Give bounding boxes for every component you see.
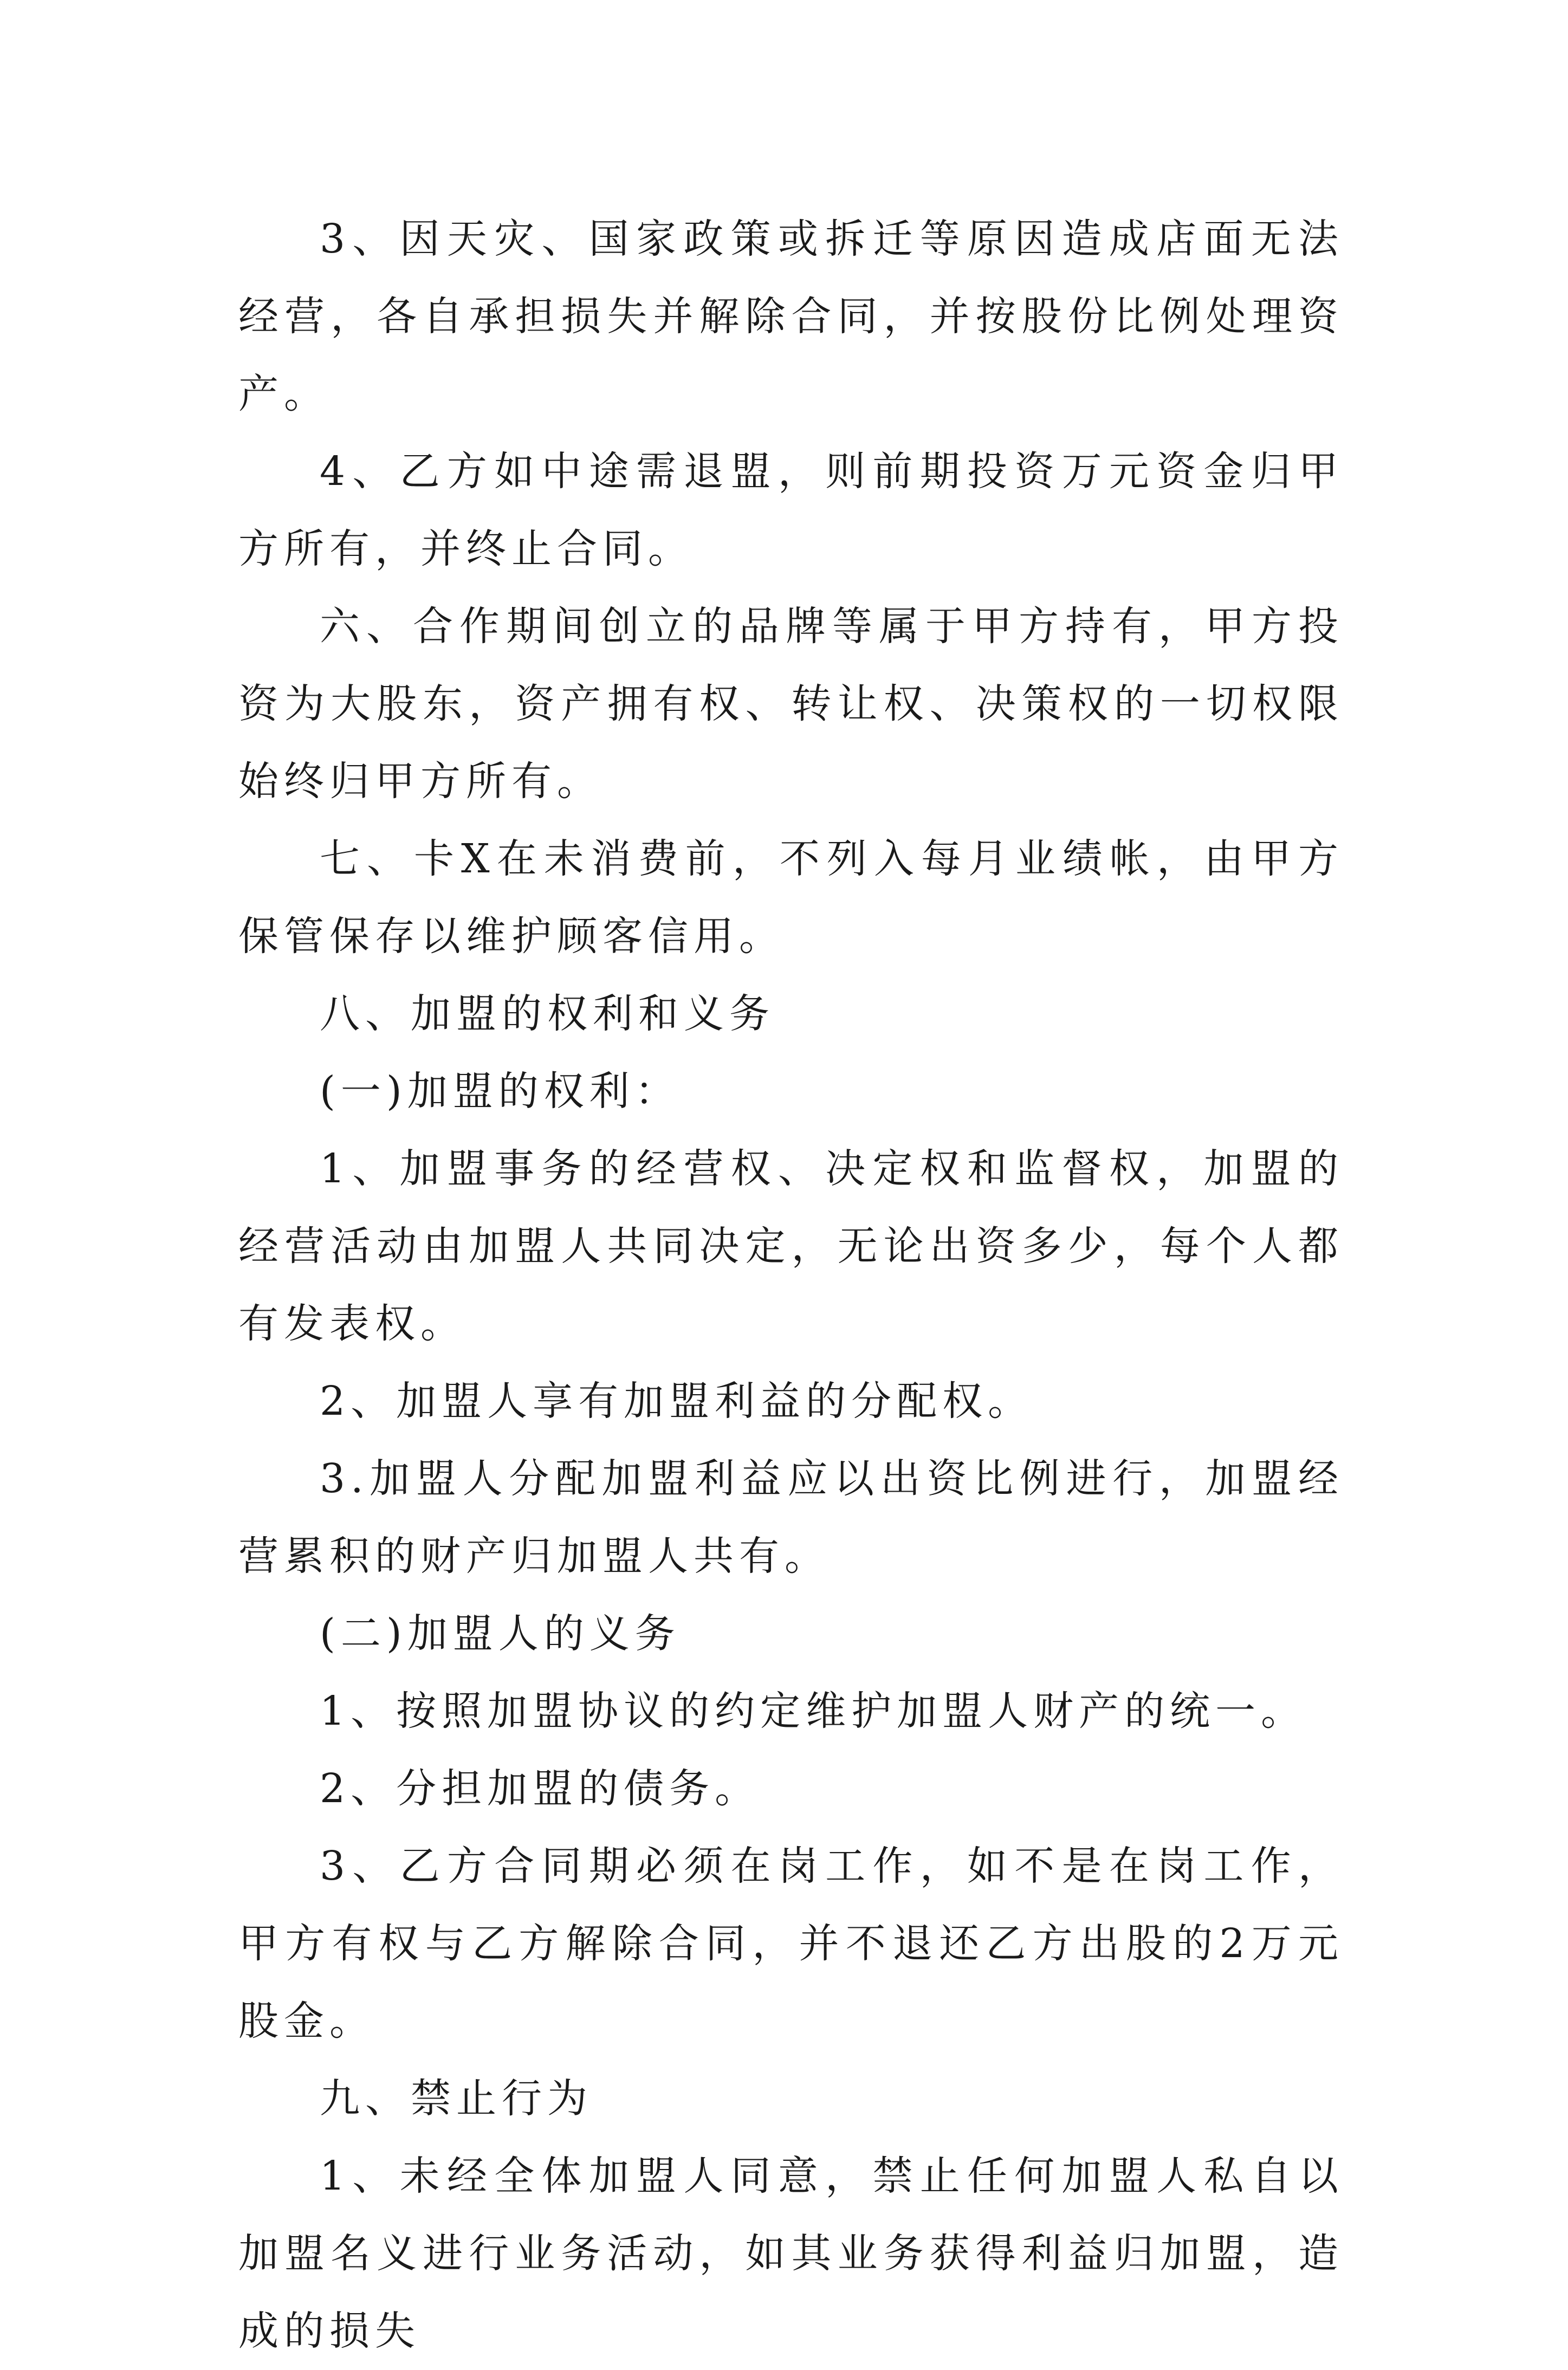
paragraph-right-1: 1、加盟事务的经营权、决定权和监督权，加盟的经营活动由加盟人共同决定，无论出资多少，每个人都有发表权。 xyxy=(238,1145,1344,1347)
document-body xyxy=(238,200,1344,2370)
subheading-obligations: (二)加盟人的义务 xyxy=(320,1610,681,1657)
paragraph-section-six: 六、合作期间创立的品牌等属于甲方持有，甲方投资为大股东，资产拥有权、转让权、决策权的一切权限始终归甲方所有。 xyxy=(238,603,1344,805)
paragraph-right-2: 2、加盟人享有加盟利益的分配权。 xyxy=(320,1378,1034,1424)
paragraph-section-seven: 七、卡X在未消费前，不列入每月业绩帐，由甲方保管保存以维护顾客信用。 xyxy=(238,836,1344,960)
paragraph-obligation-2: 2、分担加盟的债务。 xyxy=(320,1765,761,1812)
subheading-rights: (一)加盟的权利： xyxy=(320,1068,681,1115)
heading-section-eight: 八、加盟的权利和义务 xyxy=(320,990,775,1037)
paragraph-obligation-3: 3、乙方合同期必须在岗工作，如不是在岗工作，甲方有权与乙方解除合同，并不退还乙方出股的2万元股金。 xyxy=(238,1843,1344,2044)
paragraph-right-3: 3.加盟人分配加盟利益应以出资比例进行，加盟经营累积的财产归加盟人共有。 xyxy=(238,1455,1344,1579)
paragraph-prohibition-1: 1、未经全体加盟人同意，禁止任何加盟人私自以加盟名义进行业务活动，如其业务获得利益归加盟，造成的损失 xyxy=(238,2153,1344,2354)
paragraph-withdrawal: 4、乙方如中途需退盟，则前期投资万元资金归甲方所有，并终止合同。 xyxy=(238,448,1344,572)
paragraph-obligation-1: 1、按照加盟协议的约定维护加盟人财产的统一。 xyxy=(320,1688,1307,1734)
heading-section-nine: 九、禁止行为 xyxy=(320,2075,593,2122)
paragraph-force-majeure: 3、因天灾、国家政策或拆迁等原因造成店面无法经营，各自承担损失并解除合同，并按股份比例处理资产。 xyxy=(238,216,1344,417)
